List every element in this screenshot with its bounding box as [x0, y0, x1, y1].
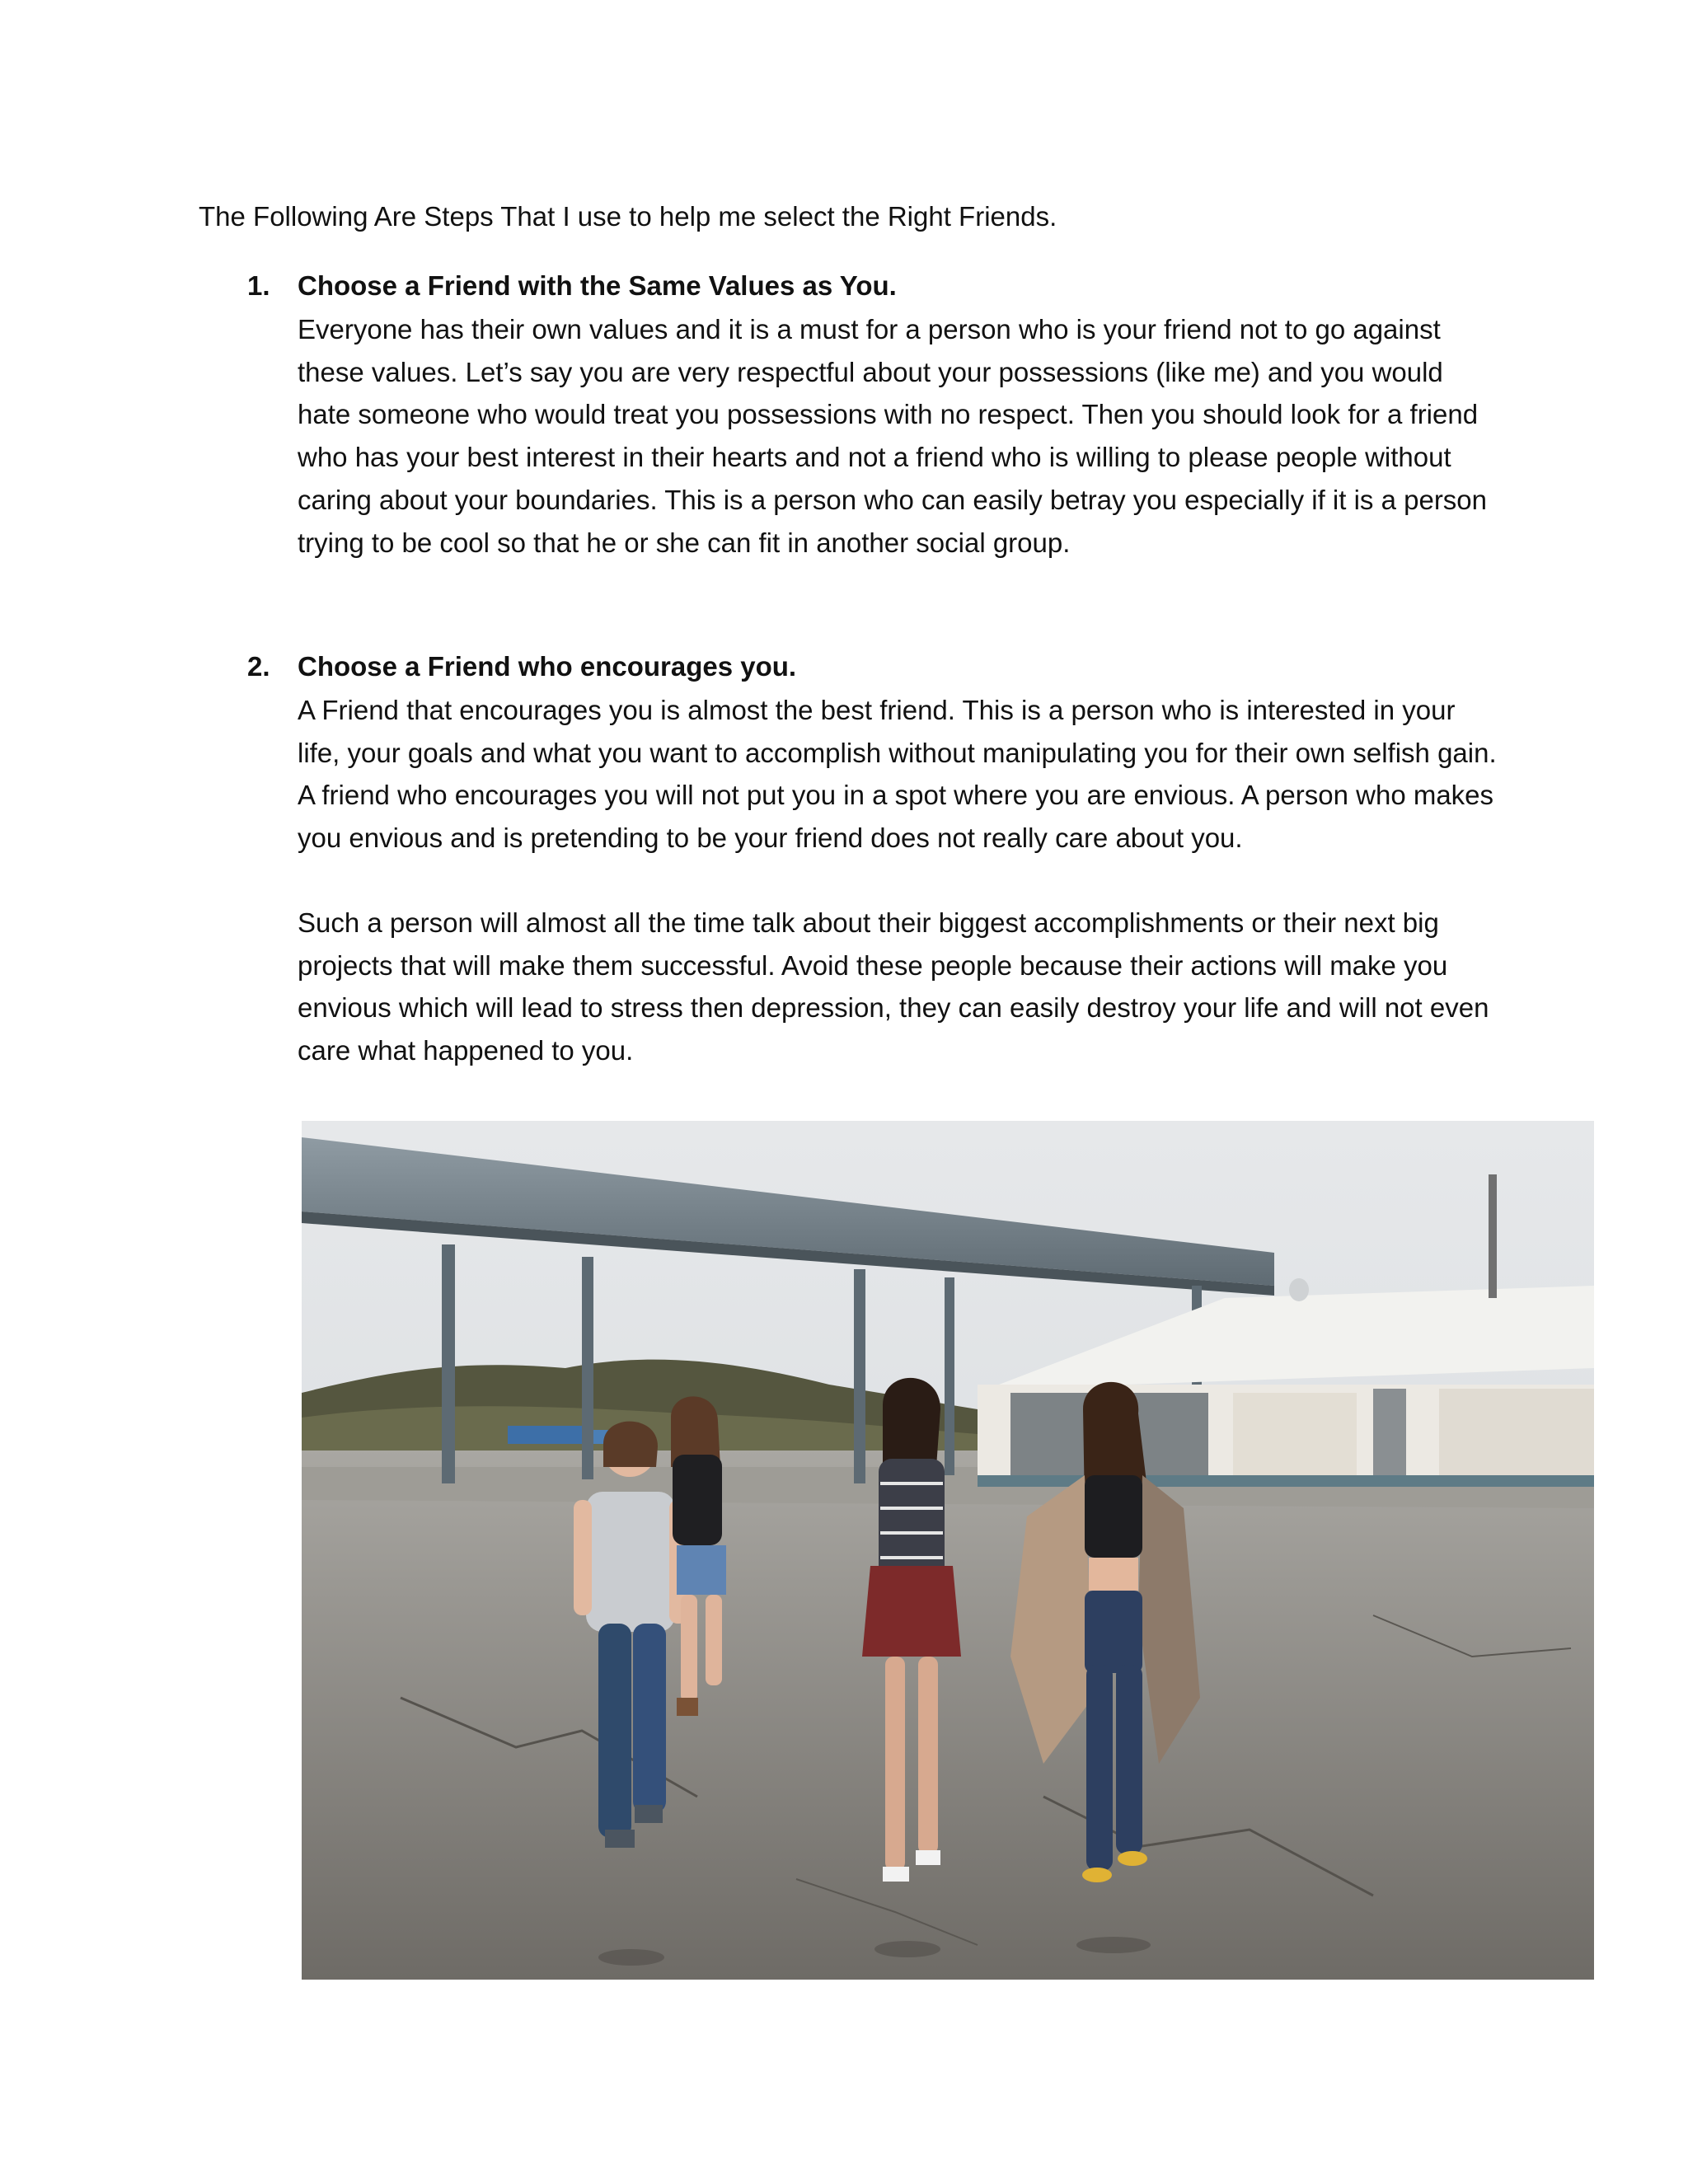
friends-photo — [302, 1121, 1594, 1980]
intro-text: The Following Are Steps That I use to help me select the Right Friends. — [199, 201, 1057, 232]
step-paragraph: Such a person will almost all the time talk about their biggest accomplishments or their next big projects that will make them successful. Avoid these people because their actions will make you envious which will lead to stress then depression, they can easily destroy your life and will not even care what happened to you. — [298, 907, 1489, 1066]
step-heading: Choose a Friend with the Same Values as You. — [298, 270, 897, 301]
step-paragraph: Everyone has their own values and it is a must for a person who is your friend not to go against these values. Let’s say you are very respectful about your possessions (like me) and you would hate someone who would treat you possessions with no respect. Then you should look for a friend who has your best interest in their hearts and not a friend who is willing to please people without caring about your boundaries. This is a person who can easily betray you especially if it is a person trying to be cool so that he or she can fit in another social group. — [298, 314, 1488, 558]
step-paragraph: A Friend that encourages you is almost the best friend. This is a person who is interested in your life, your goals and what you want to accomplish without manipulating you for their own selfish gain. A friend who encourages you will not put you in a spot where you are envious. A person who makes you envious and is pretending to be your friend does not really care about you. — [298, 695, 1497, 854]
step-number: 2. — [247, 651, 270, 682]
step-number: 1. — [247, 270, 270, 301]
step-heading: Choose a Friend who encourages you. — [298, 651, 797, 682]
friends-photo-illustration — [302, 1121, 1594, 1980]
